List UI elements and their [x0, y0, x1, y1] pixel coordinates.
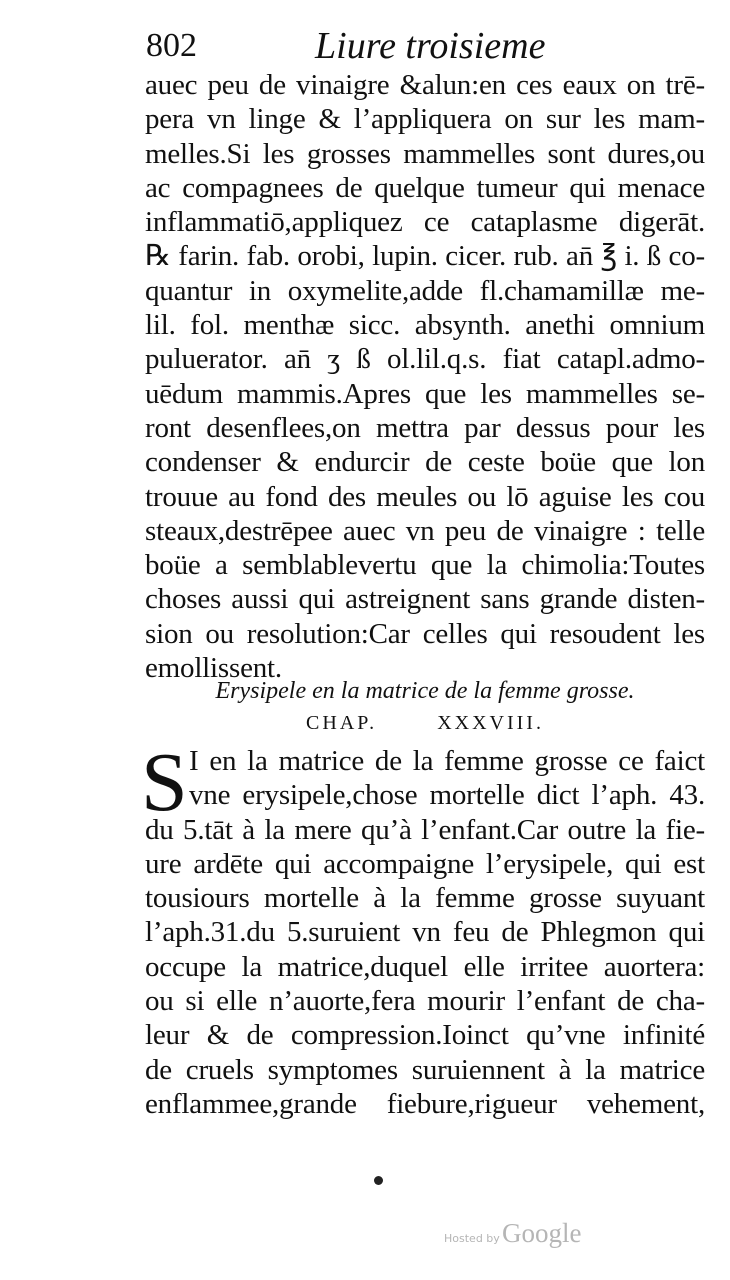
text-line: ac compagnees de quelque tumeur qui menace — [145, 171, 705, 204]
text-line: melles.Si les grosses mammelles sont dures,ou — [145, 137, 705, 170]
running-title: Liure troisieme — [315, 25, 546, 67]
text-line: l’aph.31.du 5.suruient vn feu de Phlegmon qui — [145, 916, 705, 949]
text-line: leur & de compression.Ioinct qu’vne infinité — [145, 1019, 705, 1052]
text-line: uēdum mammis.Apres que les mammelles se- — [145, 377, 705, 410]
text-line: de cruels symptomes suruiennent à la matrice — [145, 1053, 705, 1086]
chapter-word: CHAP. — [306, 712, 378, 734]
text-line: ℞ farin. fab. orobi, lupin. cicer. rub. an̄ ℥ i. ß co- — [145, 240, 705, 273]
drop-cap: S — [141, 736, 188, 829]
text-line: I en la matrice de la femme grosse ce faict — [189, 745, 705, 777]
text-line: quantur in oxymelite,adde fl.chamamillæ me- — [145, 274, 705, 307]
text-line: lil. fol. menthæ sicc. absynth. anethi omnium — [145, 309, 705, 342]
text-line: du 5.tāt à la mere qu’à l’enfant.Car outre la fie- — [145, 813, 705, 846]
chapter-label — [145, 708, 705, 738]
text-line: puluerator. an̄ ʒ ß ol.lil.q.s. fiat catapl.admo- — [145, 343, 705, 376]
text-line: occupe la matrice,duquel elle irritee auortera: — [145, 950, 705, 983]
text-line: ure ardēte qui accompaigne l’erysipele, qui est — [145, 847, 705, 880]
chapter-body — [141, 736, 705, 1121]
ink-dot-mark — [374, 1176, 383, 1185]
chapter-heading — [145, 674, 705, 738]
text-line: trouue au fond des meules ou lō aguise les cou — [145, 480, 705, 513]
text-line: vne erysipele,chose mortelle dict l’aph. 43. — [189, 779, 705, 812]
google-watermark — [444, 1218, 624, 1258]
google-logo: Google — [502, 1218, 582, 1248]
text-line: boüe a semblablevertu que la chimolia:Toutes — [145, 549, 705, 582]
paragraph-continued — [145, 68, 705, 685]
running-head — [140, 24, 700, 72]
text-line: tousiours mortelle à la femme grosse suyuant — [145, 882, 705, 915]
text-line: steaux,destrēpee auec vn peu de vinaigre : telle — [145, 514, 705, 547]
page-number: 802 — [146, 27, 197, 64]
chapter-numeral: XXXVIII. — [437, 712, 544, 734]
text-line: enflammee,grande fiebure,rigueur vehement, — [145, 1087, 705, 1120]
text-line: condenser & endurcir de ceste boüe que lon — [145, 446, 705, 479]
text-line: auec peu de vinaigre &alun:en ces eaux on trē- — [145, 69, 705, 101]
text-line: pera vn linge & l’appliquera on sur les mam- — [145, 103, 705, 136]
text-line: choses aussi qui astreignent sans grande disten- — [145, 583, 705, 616]
hosted-by-label: Hosted by — [444, 1232, 500, 1245]
text-line: ou si elle n’auorte,fera mourir l’enfant de cha- — [145, 985, 705, 1018]
text-line: sion ou resolution:Car celles qui resoudent les — [145, 617, 705, 650]
text-line: ront desenflees,on mettra par dessus pour les — [145, 411, 705, 444]
text-line: inflammatiō,appliquez ce cataplasme digerāt. — [145, 206, 705, 239]
section-title: Erysipele en la matrice de la femme grosse. — [215, 678, 635, 704]
text-line: emollissent. — [145, 652, 282, 685]
